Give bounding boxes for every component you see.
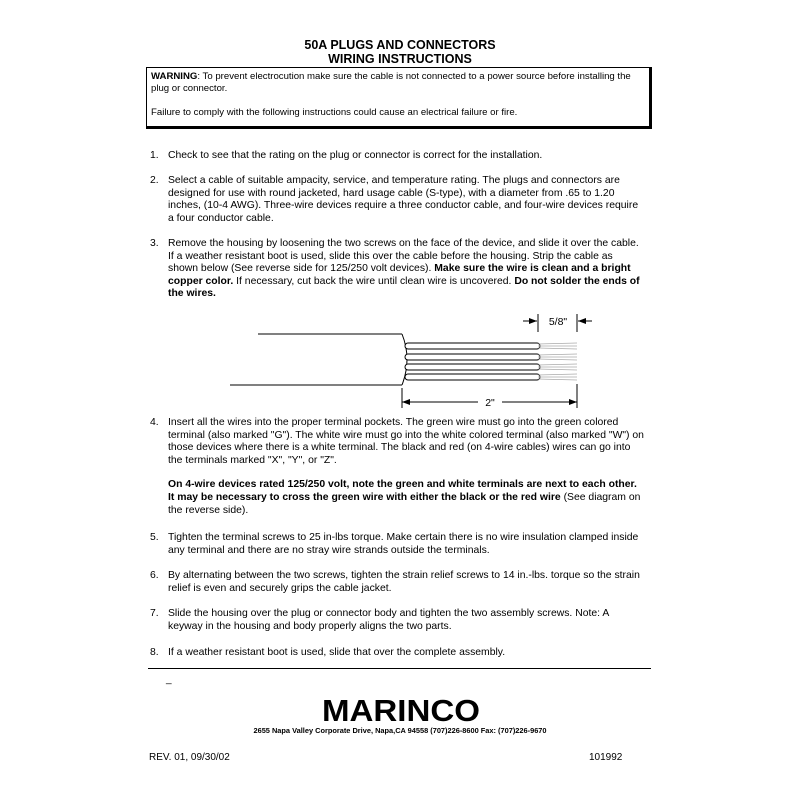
- step-1: [150, 150, 645, 163]
- step-text: Slide the housing over the plug or connector body and tighten the two assembly screws. Note: A keyway in the housing and body properly aligns the two parts.: [168, 608, 609, 632]
- document-number: 101992: [589, 752, 623, 763]
- warning-box: [146, 67, 652, 129]
- step-text: [168, 238, 645, 301]
- step-number: 8.: [150, 647, 159, 658]
- step-text: Select a cable of suitable ampacity, service, and temperature rating. The plugs and connectors are designed for use with round jacketed, hard usage cable (S-type), with a diameter from .65 to 1.20 inches, (10-4 AWG). Three-wire devices require a three conductor cable, and four-wire devices require a four conductor cable.: [168, 175, 639, 224]
- step-text: Tighten the terminal screws to 25 in-lbs torque. Make certain there is no wire insulation clamped inside any terminal and there are no stray wire strands outside the terminals.: [168, 532, 639, 556]
- step-5: [150, 532, 645, 557]
- warning-label: WARNING: [151, 71, 198, 82]
- step-text: If a weather resistant boot is used, slide that over the complete assembly.: [168, 647, 506, 658]
- step-4: [150, 417, 645, 517]
- footer-dash: _: [166, 674, 172, 685]
- marinco-logo: [322, 695, 482, 725]
- step-text: By alternating between the two screws, tighten the strain relief screws to 14 in.-lbs. torque so the strain relief is even and securely grips the cable jacket.: [168, 570, 640, 594]
- step-bold-note: Do not solder the ends of the wires.: [168, 275, 640, 300]
- wire-1: [405, 343, 540, 349]
- step-note: [168, 479, 645, 517]
- step-number: 4.: [150, 417, 159, 428]
- step-number: 3.: [150, 238, 159, 249]
- step-text: Insert all the wires into the proper terminal pockets. The green wire must go into the green colored terminal (also marked "G"). The white wire must go into the white colored terminal (also marked "W") on those devices where there is a white terminal. The black and red (on 4-wire cables) wires can go into the terminals marked "X", "Y", or "Z".: [168, 417, 644, 466]
- wire-4: [405, 374, 540, 380]
- step-2: [150, 175, 645, 225]
- strip-length-label: 5/8": [548, 316, 568, 328]
- wire-3: [405, 364, 540, 370]
- step-6: [150, 570, 645, 595]
- step-3: [150, 238, 645, 301]
- document-title: 50A PLUGS AND CONNECTORS: [304, 38, 496, 52]
- step-text: Check to see that the rating on the plug or connector is correct for the installation.: [168, 150, 543, 161]
- step-number: 2.: [150, 175, 159, 186]
- step-number: 1.: [150, 150, 159, 161]
- stripped-copper-ends: [538, 343, 577, 380]
- revision-date: REV. 01, 09/30/02: [149, 752, 230, 763]
- warning-body: : To prevent electrocution make sure the cable is not connected to a power source before installing the plug or connector.: [151, 71, 631, 94]
- step-7: [150, 608, 645, 633]
- step-text-plain: If necessary, cut back the wire until clean wire is uncovered.: [233, 275, 515, 287]
- step-number: 6.: [150, 570, 159, 581]
- step-bold-note: On 4-wire devices rated 125/250 volt, note the green and white terminals are next to each other. It may be necessary to cross the green wire with either the black or the red wire: [168, 479, 637, 503]
- step-number: 7.: [150, 608, 159, 619]
- step-bold-note: Make sure the wire is clean and a bright copper color.: [168, 263, 631, 287]
- footer-divider: [148, 668, 651, 669]
- warning-text: [151, 71, 645, 95]
- company-address: 2655 Napa Valley Corporate Drive, Napa,CA 94558 (707)226-8600 Fax: (707)226-9670: [253, 726, 547, 735]
- step-text-plain: Remove the housing by loosening the two screws on the face of the device, and slide it over the cable. If a weather resistant boot is used, slide this over the cable before the housing. Strip the cable as shown below (See reverse side for 125/250 volt devices).: [168, 238, 639, 275]
- svg-text:MARINCO: MARINCO: [322, 695, 480, 725]
- jacket-strip-label: 2": [485, 397, 495, 409]
- step-8: [150, 647, 645, 660]
- step-text-plain: (See diagram on the reverse side).: [168, 491, 641, 516]
- step-number: 5.: [150, 532, 159, 543]
- document-subtitle: WIRING INSTRUCTIONS: [328, 52, 472, 66]
- failure-warning: Failure to comply with the following instructions could cause an electrical failure or fire.: [151, 107, 518, 118]
- cable-strip-diagram: [220, 310, 610, 410]
- wire-2: [405, 354, 540, 360]
